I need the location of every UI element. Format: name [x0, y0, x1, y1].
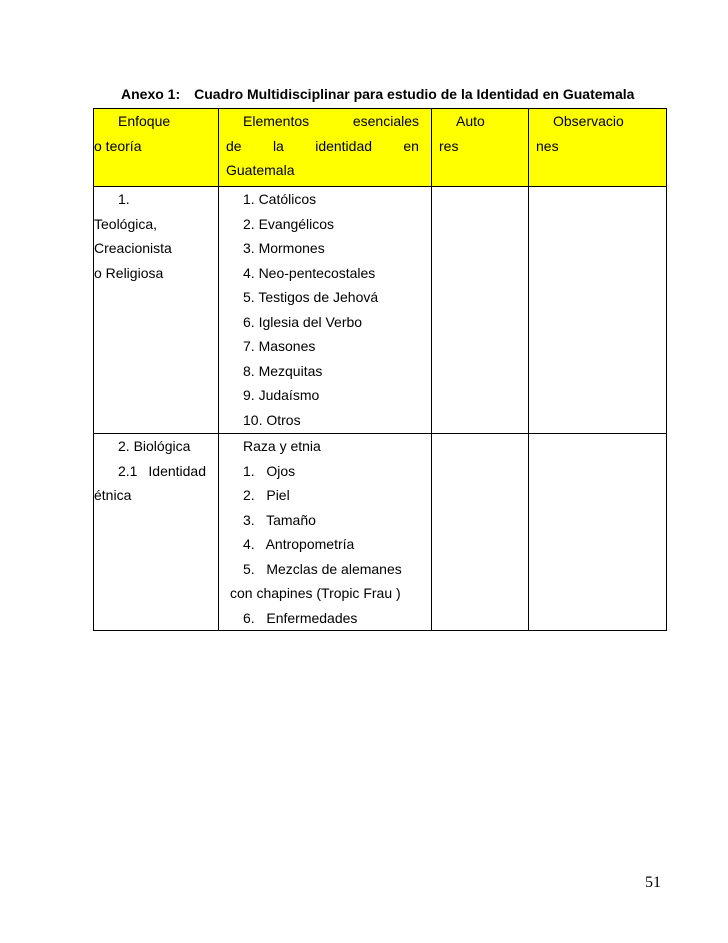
table-row [94, 187, 667, 434]
list-item: 5. Testigos de Jehová [243, 289, 379, 305]
observaciones-cell [529, 434, 667, 631]
table-row [94, 434, 667, 631]
autores-cell [432, 187, 529, 434]
observaciones-cell [529, 187, 667, 434]
enfoque-biologica: 2. Biológica 2.1 Identidad étnica [94, 434, 219, 631]
list-item: 8. Mezquitas [243, 362, 323, 379]
list-item: 9. Judaísmo [243, 387, 320, 403]
list-item: 2. Evangélicos [243, 215, 335, 232]
autores-cell [432, 434, 529, 631]
list-item: 10. Otros [243, 411, 301, 428]
enfoque-teologica: 1. Teológica, Creacionista o Religiosa [94, 187, 219, 434]
list-item: 1. Católicos [243, 191, 317, 207]
header-enfoque: Enfoque o teoría [94, 109, 219, 187]
header-observaciones: Observacio nes [529, 109, 667, 187]
list-item: 6. Iglesia del Verbo [243, 313, 363, 330]
list-item: 6. Enfermedades [243, 609, 358, 626]
list-item: 4. Antropometría [243, 536, 355, 552]
list-item: 1. Ojos [243, 462, 296, 479]
header-autores: Auto res [432, 109, 529, 187]
list-item: 2. Piel [243, 487, 290, 503]
header-row [94, 109, 667, 187]
list-item: 3. Tamaño [243, 511, 316, 528]
header-elementos: Elementos esenciales de la identidad en Guatemala [219, 109, 432, 187]
page-number: 51 [645, 874, 661, 891]
list-heading: Raza y etnia [243, 438, 321, 454]
list-item: 3. Mormones [243, 240, 325, 256]
title-text: Cuadro Multidisciplinar para estudio de la Identidad en Guatemala [194, 86, 635, 102]
elementos-biologicos [219, 434, 432, 631]
title-prefix: Anexo 1: [121, 86, 181, 102]
elementos-religiosos [219, 187, 432, 434]
list-item: 4. Neo-pentecostales [243, 264, 376, 281]
list-item: 5. Mezclas de alemanes [243, 560, 402, 577]
list-item-continuation: con chapines (Tropic Frau ) [230, 585, 401, 601]
list-item: 7. Masones [243, 338, 316, 354]
document-title [121, 86, 634, 102]
multidisciplinary-table [93, 108, 667, 631]
